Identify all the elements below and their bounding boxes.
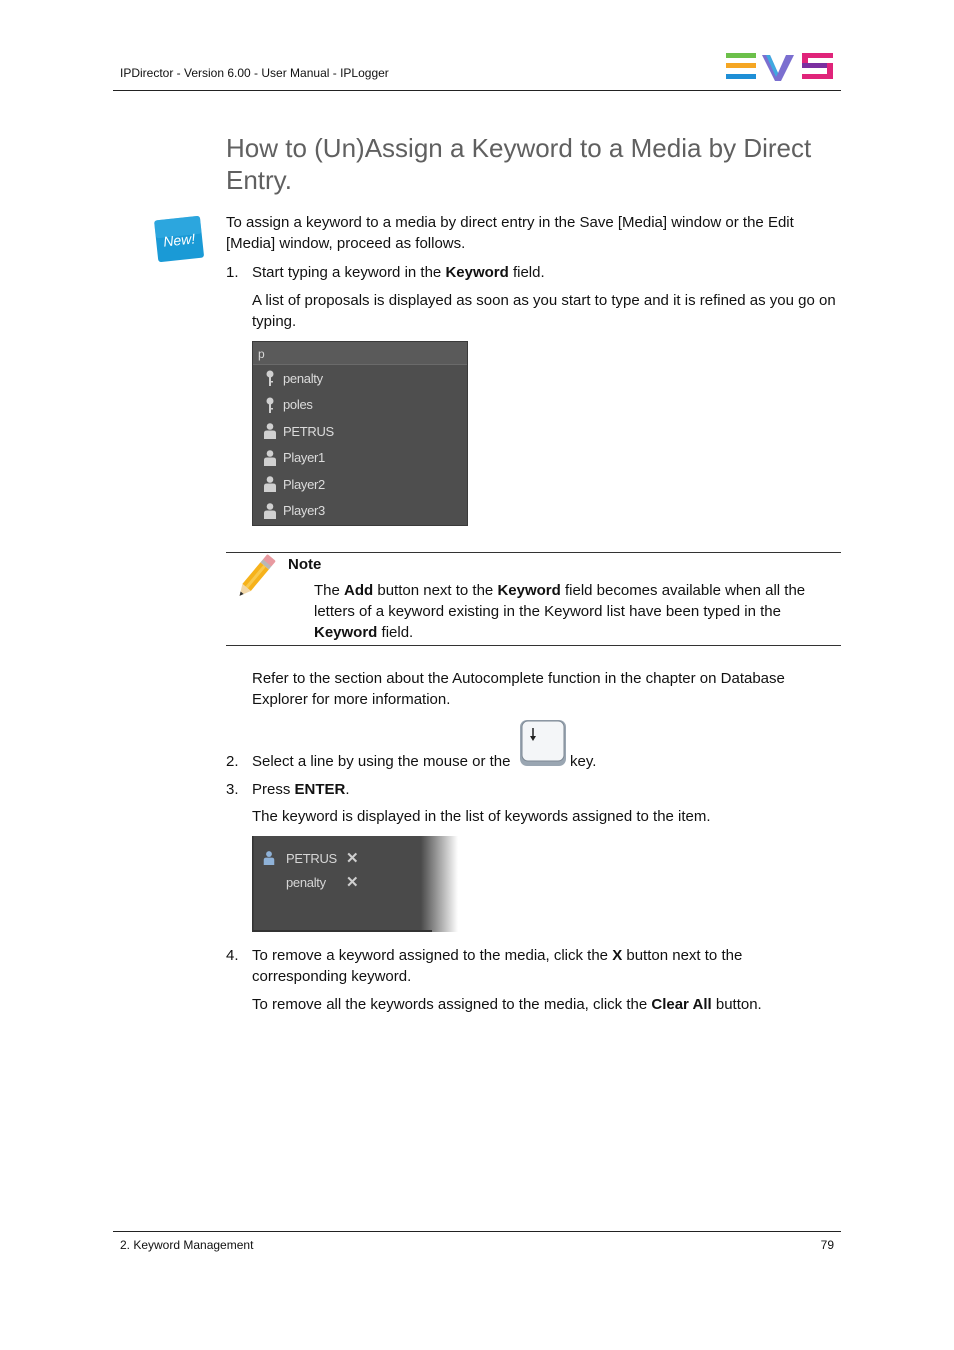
- running-header: IPDirector - Version 6.00 - User Manual - IPLogger: [120, 66, 389, 80]
- step-2-text: Select a line by using the mouse or the: [252, 753, 511, 770]
- step-4-detail: To remove all the keywords assigned to the media, click the Clear All button.: [252, 996, 762, 1013]
- proposal-item[interactable]: Player1: [253, 445, 467, 472]
- person-icon: [262, 475, 278, 493]
- keyword-proposals-list: [252, 341, 468, 526]
- footer-rule: [113, 1231, 841, 1232]
- assigned-keyword: penalty ✕: [286, 874, 359, 891]
- assigned-keyword: PETRUS ✕: [262, 848, 358, 868]
- note-body: The Add button next to the Keyword field becomes available when all the letters of a keyword existing in the Keyword list have been typed in the Keyword field.: [314, 582, 806, 641]
- proposal-item[interactable]: Player3: [253, 498, 467, 525]
- note-title: Note: [288, 556, 322, 573]
- person-icon: [262, 502, 278, 520]
- pencil-icon: [232, 554, 280, 600]
- footer-chapter: 2. Keyword Management: [120, 1238, 254, 1252]
- proposal-item[interactable]: poles: [253, 392, 467, 419]
- keyword-icon: [262, 396, 278, 414]
- step-1-detail: A list of proposals is displayed as soon as you start to type and it is refined as you go on typing.: [252, 292, 836, 330]
- person-icon: [262, 849, 276, 867]
- person-icon: [262, 422, 278, 440]
- step-2-number: 2.: [226, 753, 239, 770]
- person-icon: [262, 449, 278, 467]
- remove-keyword-button[interactable]: ✕: [346, 874, 359, 891]
- note-bottom-rule: [226, 645, 841, 646]
- step-1-number: 1.: [226, 264, 239, 281]
- step-3-text: Press ENTER.: [252, 781, 350, 798]
- keyword-field[interactable]: p: [253, 342, 467, 365]
- step-3-detail: The keyword is displayed in the list of keywords assigned to the item.: [252, 808, 711, 825]
- note-top-rule: [226, 552, 841, 553]
- step-1-text: Start typing a keyword in the Keyword field.: [252, 264, 545, 281]
- page-number: 79: [820, 1238, 834, 1252]
- assigned-keywords-panel: [252, 836, 458, 932]
- new-badge: [153, 214, 205, 262]
- step-3-number: 3.: [226, 781, 239, 798]
- down-arrow-key-icon: [519, 719, 567, 767]
- proposal-item[interactable]: PETRUS: [253, 418, 467, 445]
- step-4-number: 4.: [226, 947, 239, 964]
- proposal-item[interactable]: Player2: [253, 471, 467, 498]
- evs-logo: [726, 53, 834, 83]
- refer-paragraph: Refer to the section about the Autocomplete function in the chapter on Database Explorer for more information.: [252, 670, 785, 708]
- page-title: How to (Un)Assign a Keyword to a Media by Direct Entry.: [226, 133, 812, 195]
- intro-paragraph: To assign a keyword to a media by direct entry in the Save [Media] window or the Edit [Media] window, proceed as follows.: [226, 214, 794, 252]
- proposal-item[interactable]: penalty: [253, 365, 467, 392]
- keyword-icon: [262, 369, 278, 387]
- new-badge-text: New!: [162, 230, 196, 250]
- header-rule: [113, 90, 841, 91]
- step-4-text: To remove a keyword assigned to the media, click the X button next to the corresponding keyword.: [252, 947, 743, 985]
- remove-keyword-button[interactable]: ✕: [346, 850, 359, 867]
- step-2-text-end: key.: [570, 753, 597, 770]
